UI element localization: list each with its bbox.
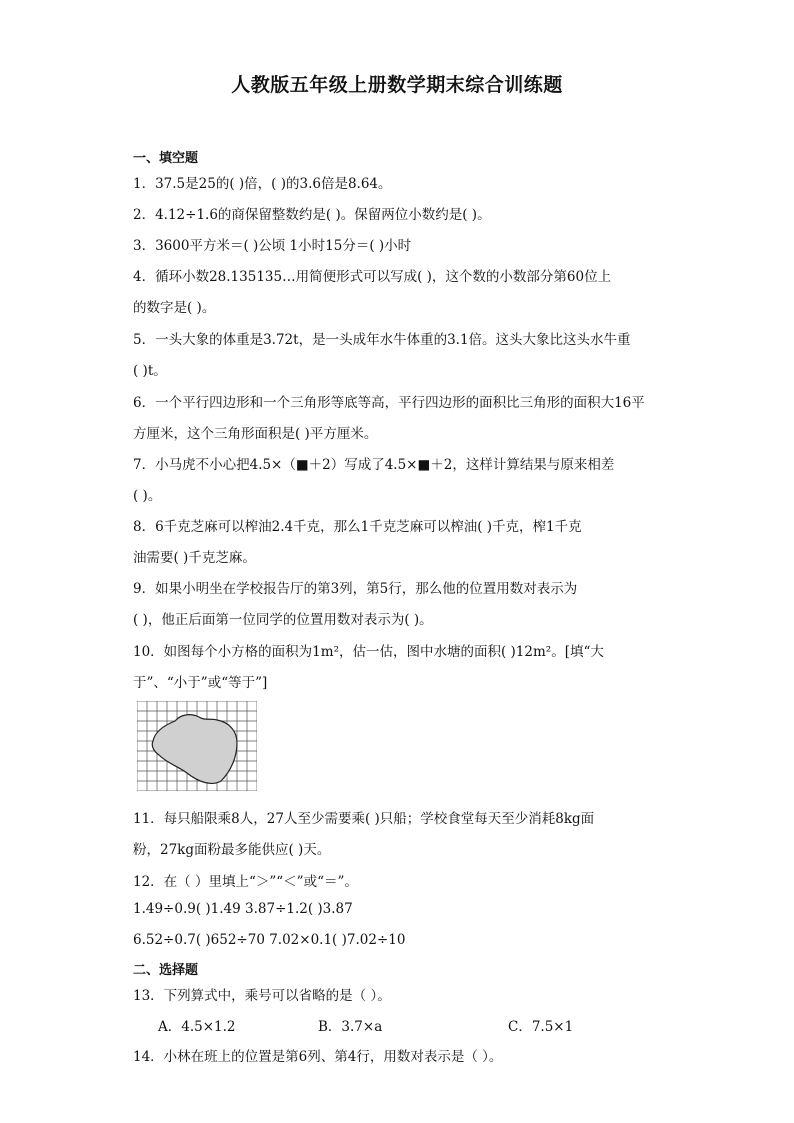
- question-12-row-2: 6.52÷0.7( )652÷70 7.02×0.1( )7.02÷10: [133, 932, 406, 948]
- option-a: A．4.5×1.2: [158, 1019, 236, 1035]
- pond-shape: [152, 715, 237, 784]
- question-4-line-1: 4．循环小数28.135135…用简便形式可以写成( )，这个数的小数部分第60位上: [133, 269, 612, 285]
- question-11-line-1: 11．每只船限乘8人，27人至少需要乘( )只船；学校食堂每天至少消耗8kg面: [133, 811, 595, 827]
- question-9-line-1: 9．如果小明坐在学校报告厅的第3列，第5行，那么他的位置用数对表示为: [133, 581, 578, 597]
- question-13-options: [158, 1015, 688, 1035]
- question-11-line-2: 粉，27kg面粉最多能供应( )天。: [133, 842, 331, 858]
- question-2: 2．4.12÷1.6的商保留整数约是( )。保留两位小数约是( )。: [133, 207, 491, 223]
- question-8-line-2: 油需要( )千克芝麻。: [133, 550, 256, 566]
- question-14: 14．小林在班上的位置是第6列、第4行，用数对表示是（ ）。: [133, 1049, 503, 1065]
- pond-grid-figure: [137, 701, 257, 791]
- question-1: 1．37.5是25的( )倍，( )的3.6倍是8.64。: [133, 176, 392, 192]
- section-choice: 二、选择题: [133, 963, 199, 978]
- question-4-line-2: 的数字是( )。: [133, 300, 216, 316]
- option-c: C．7.5×1: [508, 1019, 574, 1035]
- page-title: 人教版五年级上册数学期末综合训练题: [231, 74, 563, 96]
- question-8-line-1: 8．6千克芝麻可以榨油2.4千克，那么1千克芝麻可以榨油( )千克，榨1千克: [133, 519, 582, 535]
- question-10-line-2: 于”、“小于”或“等于”]: [133, 675, 268, 691]
- question-5-line-1: 5．一头大象的体重是3.72t，是一头成年水牛体重的3.1倍。这头大象比这头水牛重: [133, 332, 631, 348]
- option-b: B．3.7×a: [318, 1019, 383, 1035]
- question-12-row-1: 1.49÷0.9( )1.49 3.87÷1.2( )3.87: [133, 901, 353, 917]
- question-6-line-2: 方厘米，这个三角形面积是( )平方厘米。: [133, 426, 378, 442]
- question-10-line-1: 10．如图每个小方格的面积为1m²，估一估，图中水塘的面积( )12m²。[填“大: [133, 644, 604, 660]
- question-7-line-2: ( )。: [133, 488, 162, 504]
- question-9-line-2: ( )，他正后面第一位同学的位置用数对表示为( )。: [133, 612, 433, 628]
- question-12: 12．在（ ）里填上“＞”“＜”或“＝”。: [133, 874, 358, 890]
- section-fill-blank: 一、填空题: [133, 151, 199, 166]
- question-5-line-2: ( )t。: [133, 363, 167, 379]
- question-7-line-1: 7．小马虎不小心把4.5×（■＋2）写成了4.5×■＋2，这样计算结果与原来相差: [133, 457, 615, 473]
- question-3: 3．3600平方米＝( )公顷 1小时15分＝( )小时: [133, 238, 412, 254]
- question-13: 13．下列算式中，乘号可以省略的是（ ）。: [133, 988, 391, 1004]
- question-6-line-1: 6．一个平行四边形和一个三角形等底等高，平行四边形的面积比三角形的面积大16平: [133, 395, 645, 411]
